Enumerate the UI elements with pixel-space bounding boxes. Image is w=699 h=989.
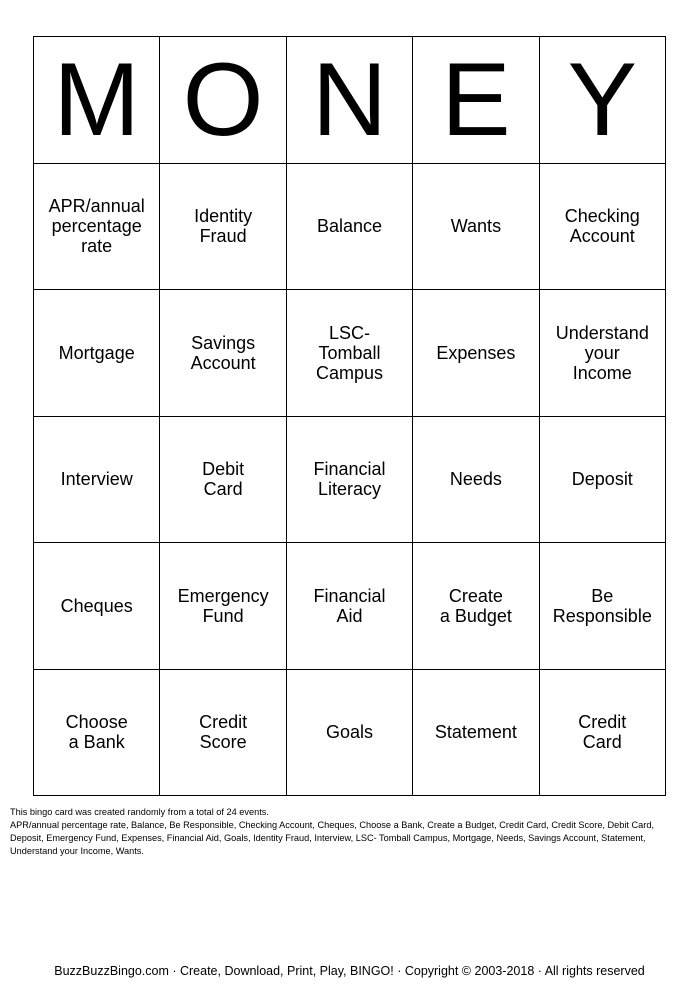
bingo-square: Mortgage [34,290,160,417]
bingo-square: Financial Aid [287,543,413,670]
bingo-square: Create a Budget [413,543,539,670]
bingo-square: Balance [287,164,413,291]
bingo-square: Checking Account [540,164,666,291]
bingo-square: Financial Literacy [287,417,413,544]
bingo-square: Understand your Income [540,290,666,417]
bingo-square: LSC- Tomball Campus [287,290,413,417]
header-letter-o: O [160,37,286,164]
bingo-square: Be Responsible [540,543,666,670]
note-intro: This bingo card was created randomly from a total of 24 events. [10,807,269,817]
bingo-square: Debit Card [160,417,286,544]
bingo-square: Cheques [34,543,160,670]
header-letter-e: E [413,37,539,164]
bingo-square: Interview [34,417,160,544]
bingo-square: Needs [413,417,539,544]
bingo-square: APR/annual percentage rate [34,164,160,291]
header-letter-m: M [34,37,160,164]
bingo-card [33,36,666,796]
bingo-square: Choose a Bank [34,670,160,797]
bingo-square: Wants [413,164,539,291]
bingo-square: Deposit [540,417,666,544]
bingo-square: Credit Card [540,670,666,797]
bingo-square: Goals [287,670,413,797]
site-footer: BuzzBuzzBingo.com · Create, Download, Print, Play, BINGO! · Copyright © 2003-2018 · All rights reserved [54,964,645,978]
header-letter-y: Y [540,37,666,164]
bingo-square: Savings Account [160,290,286,417]
card-generation-note [10,806,690,858]
bingo-square: Identity Fraud [160,164,286,291]
header-letter-n: N [287,37,413,164]
bingo-square: Expenses [413,290,539,417]
bingo-square: Emergency Fund [160,543,286,670]
bingo-square: Credit Score [160,670,286,797]
bingo-square: Statement [413,670,539,797]
note-event-list: APR/annual percentage rate, Balance, Be Responsible, Checking Account, Cheques, Choose a Bank, Create a Budget, Credit Card, Credit Score, Debit Card, Deposit, Emergency Fund, Expenses, Financial Aid, Goals, Identity Fraud, Interview, LSC- Tomball Campus, Mortgage, Needs, Savings Account, Statement, Understand your Income, Wants. [10,820,654,856]
